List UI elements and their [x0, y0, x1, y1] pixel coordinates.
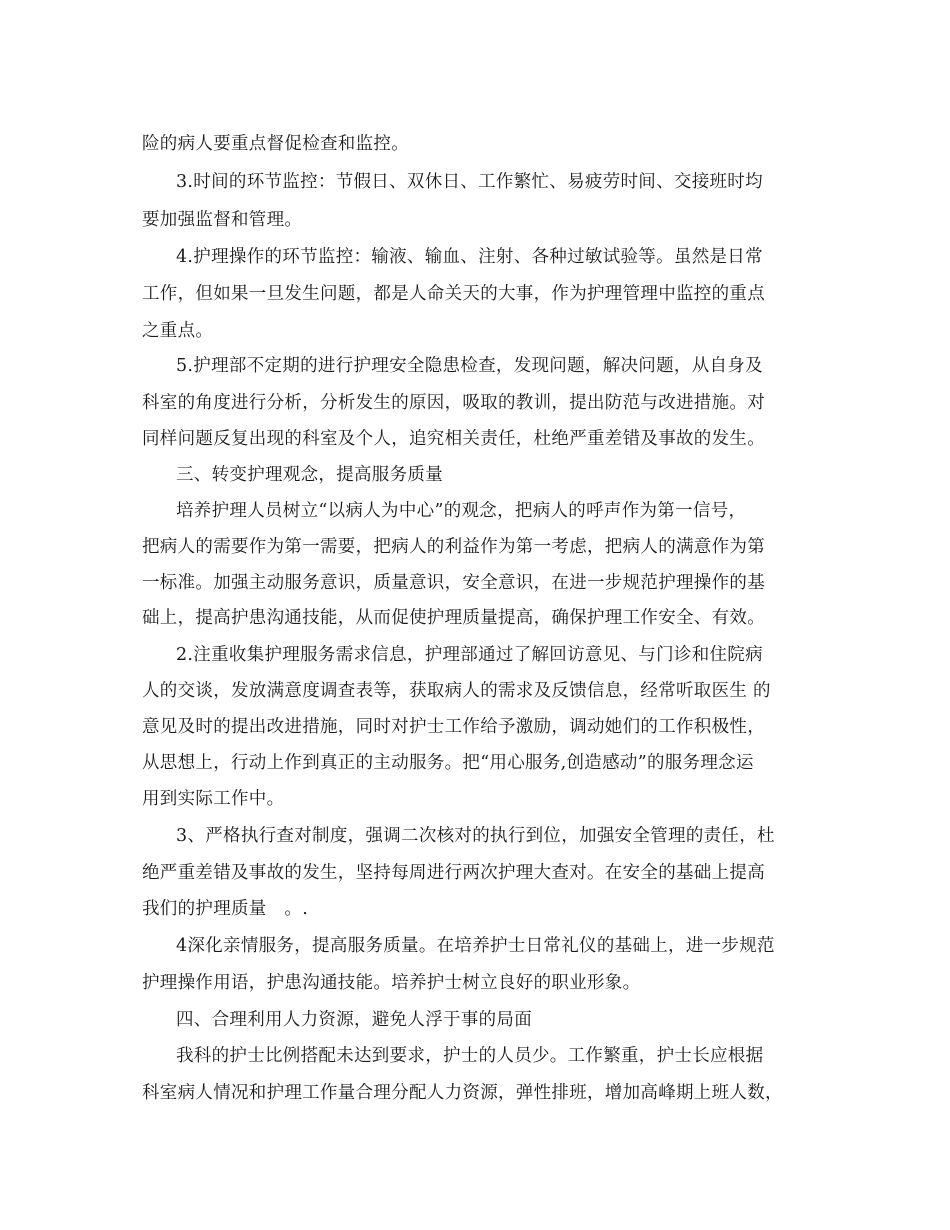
text-line: 我们的护理质量 。. — [142, 899, 309, 919]
text-line: 意见及时的提出改进措施，同时对护士工作给予激励，调动她们的工作积极性， — [142, 717, 765, 737]
section-heading: 三、转变护理观念，提高服务质量 — [176, 465, 443, 485]
text-line: 险的病人要重点督促检查和监控。 — [142, 134, 409, 154]
section-heading: 四、合理利用人力资源，避免人浮于事的局面 — [176, 1010, 532, 1030]
text-line: 同样问题反复出现的科室及个人，追究相关责任，杜绝严重差错及事故的发生。 — [142, 429, 765, 449]
text-line: 我科的护士比例搭配未达到要求，护士的人员少。工作繁重，护士长应根据 — [176, 1046, 764, 1066]
text-line: 用到实际工作中。 — [142, 789, 285, 809]
text-line: 一标准。加强主动服务意识，质量意识，安全意识，在进一步规范护理操作的基 — [142, 573, 765, 593]
text-line: 绝严重差错及事故的发生，坚持每周进行两次护理大查对。在安全的基础上提高 — [142, 863, 765, 883]
text-line: 从思想上，行动上作到真正的主动服务。把“用心服务,创造感动”的服务理念运 — [142, 753, 754, 773]
text-line: 4.护理操作的环节监控：输液、输血、注射、各种过敏试验等。虽然是日常 — [176, 247, 763, 267]
text-line: 人的交谈，发放满意度调查表等，获取病人的需求及反馈信息，经常听取医生 的 — [142, 681, 771, 701]
text-line: 把病人的需要作为第一需要，把病人的利益作为第一考虑，把病人的满意作为第 — [142, 537, 765, 557]
text-line: 科室病人情况和护理工作量合理分配人力资源，弹性排班，增加高峰期上班人数， — [142, 1083, 783, 1103]
text-line: 4深化亲情服务，提高服务质量。在培养护士日常礼仪的基础上，进一步规范 — [176, 936, 775, 956]
text-line: 要加强监督和管理。 — [142, 210, 303, 230]
text-line: 科室的角度进行分析，分析发生的原因，吸取的教训，提出防范与改进措施。对 — [142, 393, 765, 413]
text-line: 5.护理部不定期的进行护理安全隐患检查，发现问题，解决问题，从自身及 — [176, 356, 763, 376]
text-line: 础上，提高护患沟通技能，从而促使护理质量提高，确保护理工作安全、有效。 — [142, 608, 765, 628]
text-line: 护理操作用语，护患沟通技能。培养护士树立良好的职业形象。 — [142, 973, 641, 993]
text-line: 之重点。 — [142, 321, 214, 341]
text-line: 培养护理人员树立“以病人为中心”的观念，把病人的呼声作为第一信号， — [176, 501, 747, 521]
text-line: 3.时间的环节监控：节假日、双休日、工作繁忙、易疲劳时间、交接班时均 — [176, 172, 763, 192]
text-line: 3、严格执行查对制度，强调二次核对的执行到位，加强安全管理的责任，杜 — [176, 826, 775, 846]
text-line: 2.注重收集护理服务需求信息，护理部通过了解回访意见、与门诊和住院病 — [176, 645, 763, 665]
text-line: 工作，但如果一旦发生问题，都是人命关天的大事，作为护理管理中监控的重点 — [142, 284, 765, 304]
